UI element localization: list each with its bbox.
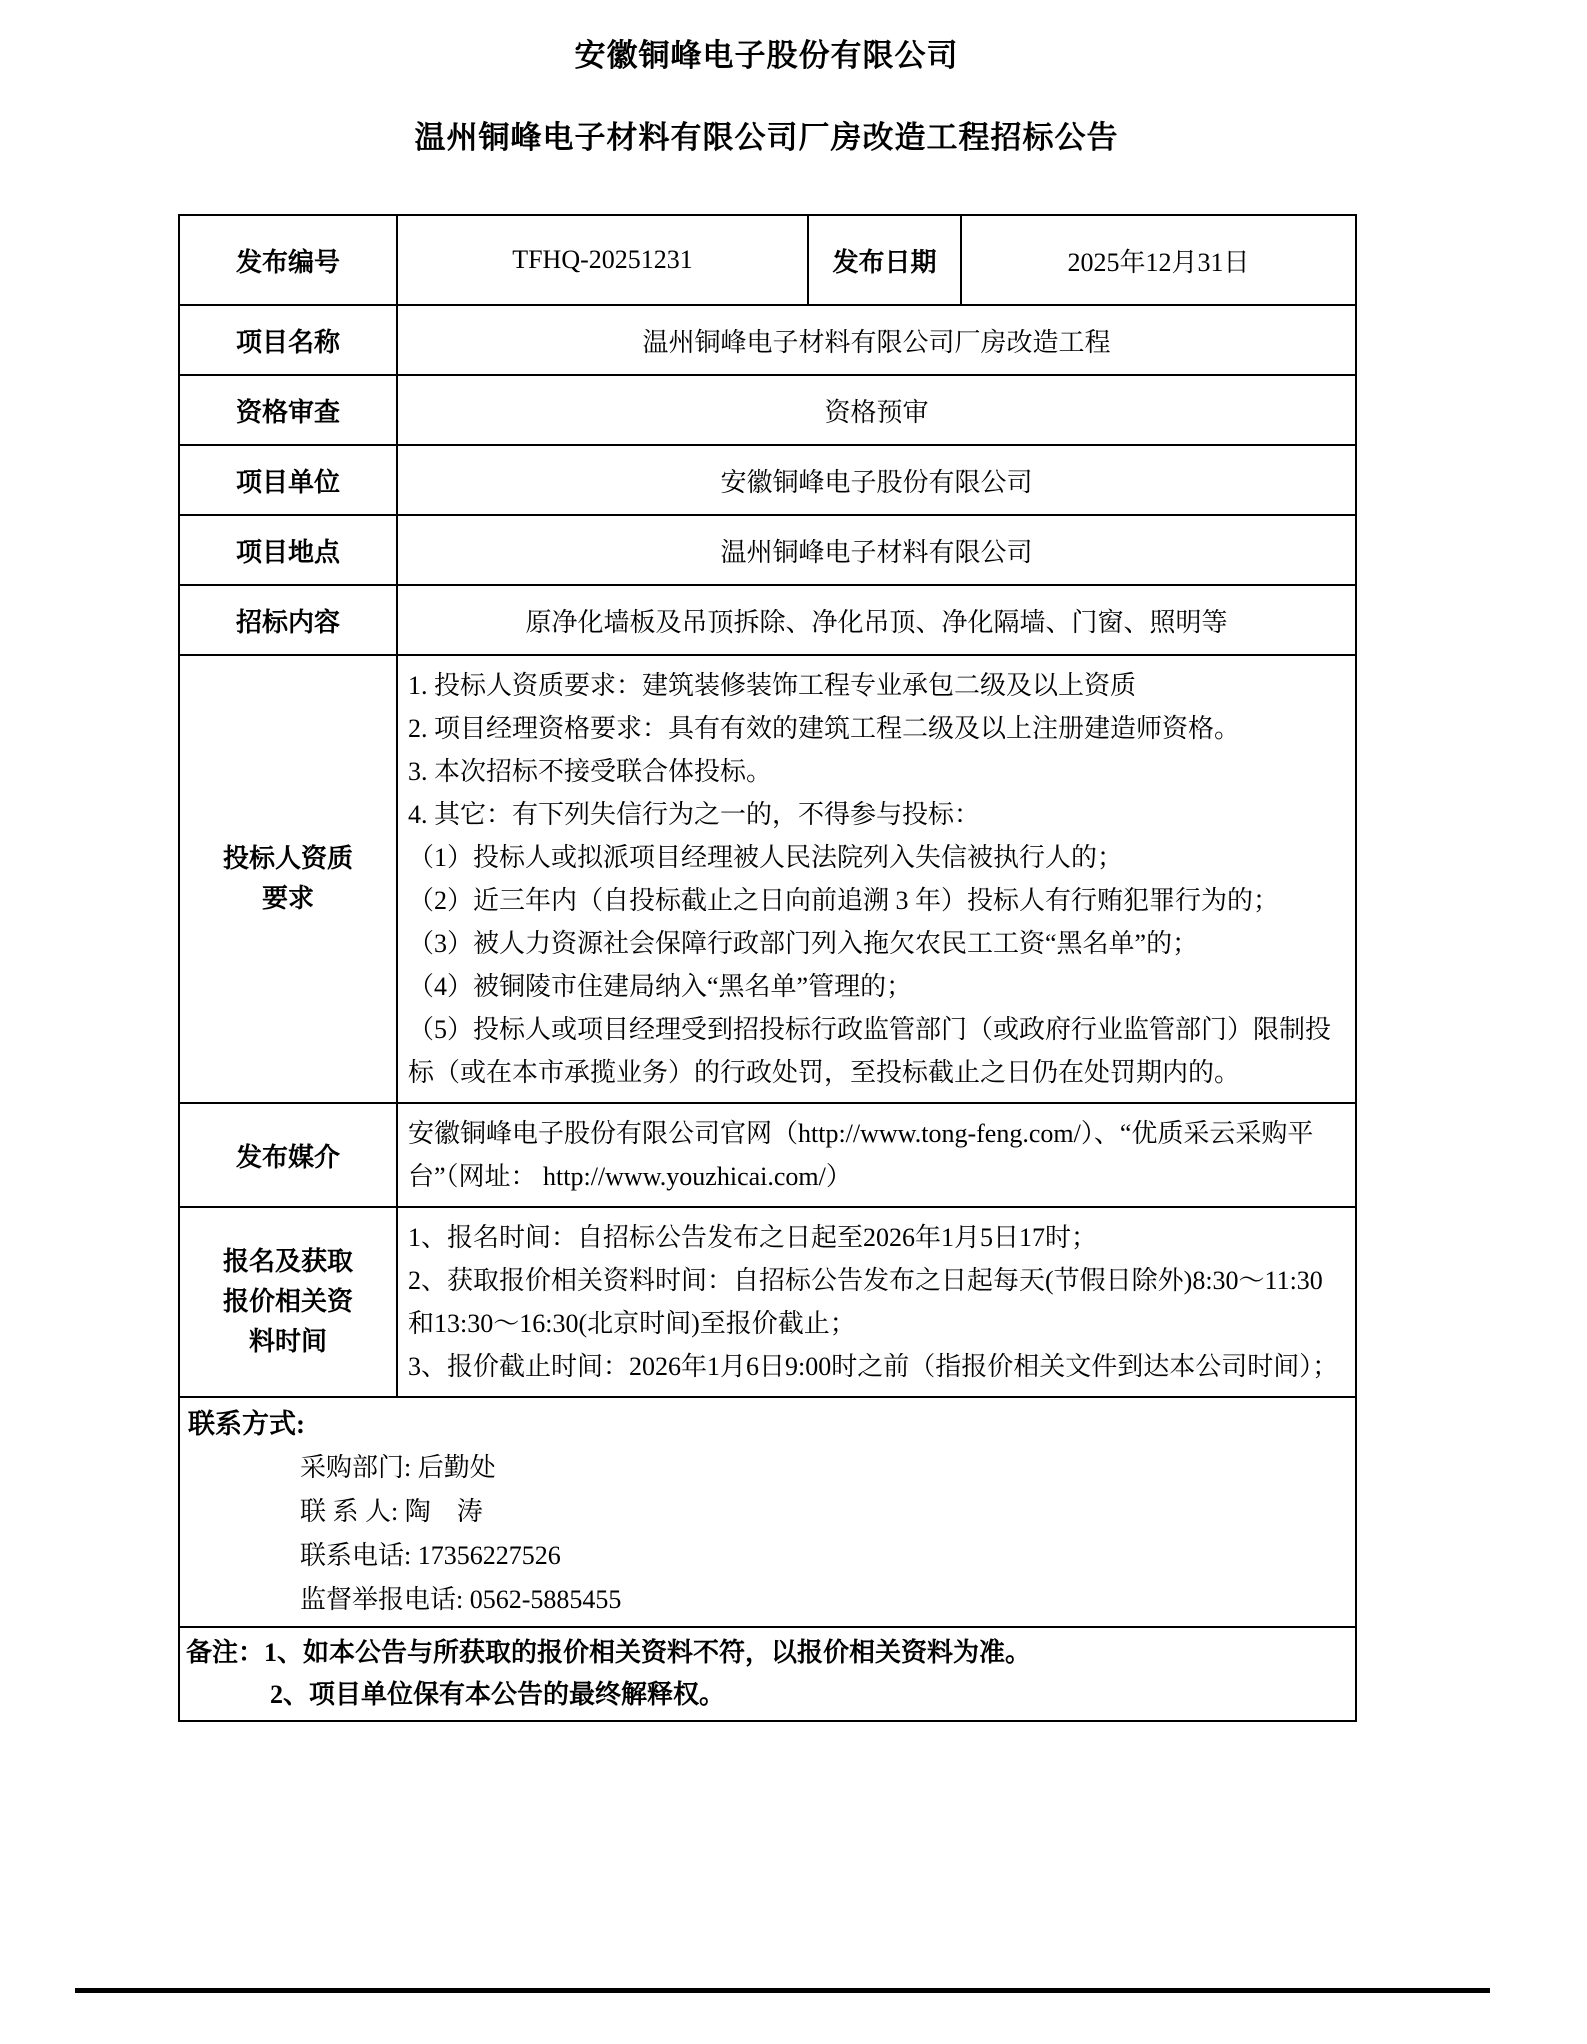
table-row [179, 1103, 1356, 1207]
contact-department: 采购部门: 后勤处 [300, 1453, 496, 1482]
schedule-value [397, 1207, 1356, 1397]
qualification-line: （1）投标人或拟派项目经理被人民法院列入失信被执行人的； [408, 843, 1124, 872]
remarks-line: 2、项目单位保有本公告的最终解释权。 [270, 1680, 726, 1709]
table-row [179, 1397, 1356, 1627]
qualification-line: 3. 本次招标不接受联合体投标。 [408, 757, 773, 786]
schedule-line: 3、报价截止时间：2026年1月6日9:00时之前（指报价相关文件到达本公司时间）； [408, 1352, 1339, 1381]
publish-number-value: TFHQ-20251231 [397, 215, 808, 305]
project-unit-label: 项目单位 [179, 445, 397, 515]
footer-divider-line [75, 1988, 1490, 1993]
publish-media-value: 安徽铜峰电子股份有限公司官网（http://www.tong-feng.com/）、“优质采云采购平台”（网址： http://www.youzhicai.com/） [397, 1103, 1356, 1207]
qualification-review-label: 资格审查 [179, 375, 397, 445]
publish-media-label: 发布媒介 [179, 1103, 397, 1207]
table-row [179, 445, 1356, 515]
table-row [179, 1207, 1356, 1397]
bidder-qualification-value [397, 655, 1356, 1103]
qualification-line: （3）被人力资源社会保障行政部门列入拖欠农民工工资“黑名单”的； [408, 929, 1199, 958]
publish-date-label: 发布日期 [808, 215, 961, 305]
tender-content-value: 原净化墙板及吊顶拆除、净化吊顶、净化隔墙、门窗、照明等 [397, 585, 1356, 655]
publish-number-label: 发布编号 [179, 215, 397, 305]
table-row [179, 305, 1356, 375]
qualification-line: （5）投标人或项目经理受到招投标行政监管部门（或政府行业监管部门）限制投标（或在本市承揽业务）的行政处罚，至投标截止之日仍在处罚期内的。 [408, 1015, 1332, 1087]
announcement-title: 温州铜峰电子材料有限公司厂房改造工程招标公告 [414, 120, 1119, 155]
qualification-line: （2）近三年内（自投标截止之日向前追溯 3 年）投标人有行贿犯罪行为的； [408, 886, 1280, 915]
qualification-line: （4）被铜陵市住建局纳入“黑名单”管理的； [408, 972, 913, 1001]
contact-section [179, 1397, 1356, 1627]
qualification-line: 1. 投标人资质要求：建筑装修装饰工程专业承包二级及以上资质 [408, 671, 1137, 700]
schedule-line: 2、获取报价相关资料时间：自招标公告发布之日起每天(节假日除外)8:30～11:30和13:30～16:30(北京时间)至报价截止； [408, 1266, 1323, 1338]
remarks-section [179, 1627, 1356, 1721]
qualification-review-value: 资格预审 [397, 375, 1356, 445]
announcement-table [178, 214, 1357, 1722]
company-title: 安徽铜峰电子股份有限公司 [574, 38, 959, 73]
table-row [179, 515, 1356, 585]
remarks-line: 备注：1、如本公告与所获取的报价相关资料不符，以报价相关资料为准。 [186, 1638, 1032, 1667]
project-name-value: 温州铜峰电子材料有限公司厂房改造工程 [397, 305, 1356, 375]
table-row [179, 655, 1356, 1103]
announcement-document [178, 0, 1355, 1722]
publish-date-value: 2025年12月31日 [961, 215, 1356, 305]
table-row [179, 585, 1356, 655]
contact-phone: 联系电话: 17356227526 [300, 1541, 561, 1570]
schedule-line: 1、报名时间：自招标公告发布之日起至2026年1月5日17时； [408, 1223, 1098, 1252]
table-row [179, 375, 1356, 445]
tender-content-label: 招标内容 [179, 585, 397, 655]
project-name-label: 项目名称 [179, 305, 397, 375]
project-location-label: 项目地点 [179, 515, 397, 585]
table-row [179, 215, 1356, 305]
supervision-phone: 监督举报电话: 0562-5885455 [300, 1585, 622, 1614]
qualification-line: 2. 项目经理资格要求：具有有效的建筑工程二级及以上注册建造师资格。 [408, 714, 1241, 743]
qualification-line: 4. 其它：有下列失信行为之一的，不得参与投标： [408, 800, 981, 829]
table-row [179, 1627, 1356, 1721]
project-location-value: 温州铜峰电子材料有限公司 [397, 515, 1356, 585]
contact-person: 联 系 人: 陶 涛 [300, 1497, 483, 1526]
schedule-label: 报名及获取报价相关资料时间 [179, 1207, 397, 1397]
bidder-qualification-label: 投标人资质要求 [179, 655, 397, 1103]
contact-heading: 联系方式: [188, 1409, 305, 1439]
project-unit-value: 安徽铜峰电子股份有限公司 [397, 445, 1356, 515]
